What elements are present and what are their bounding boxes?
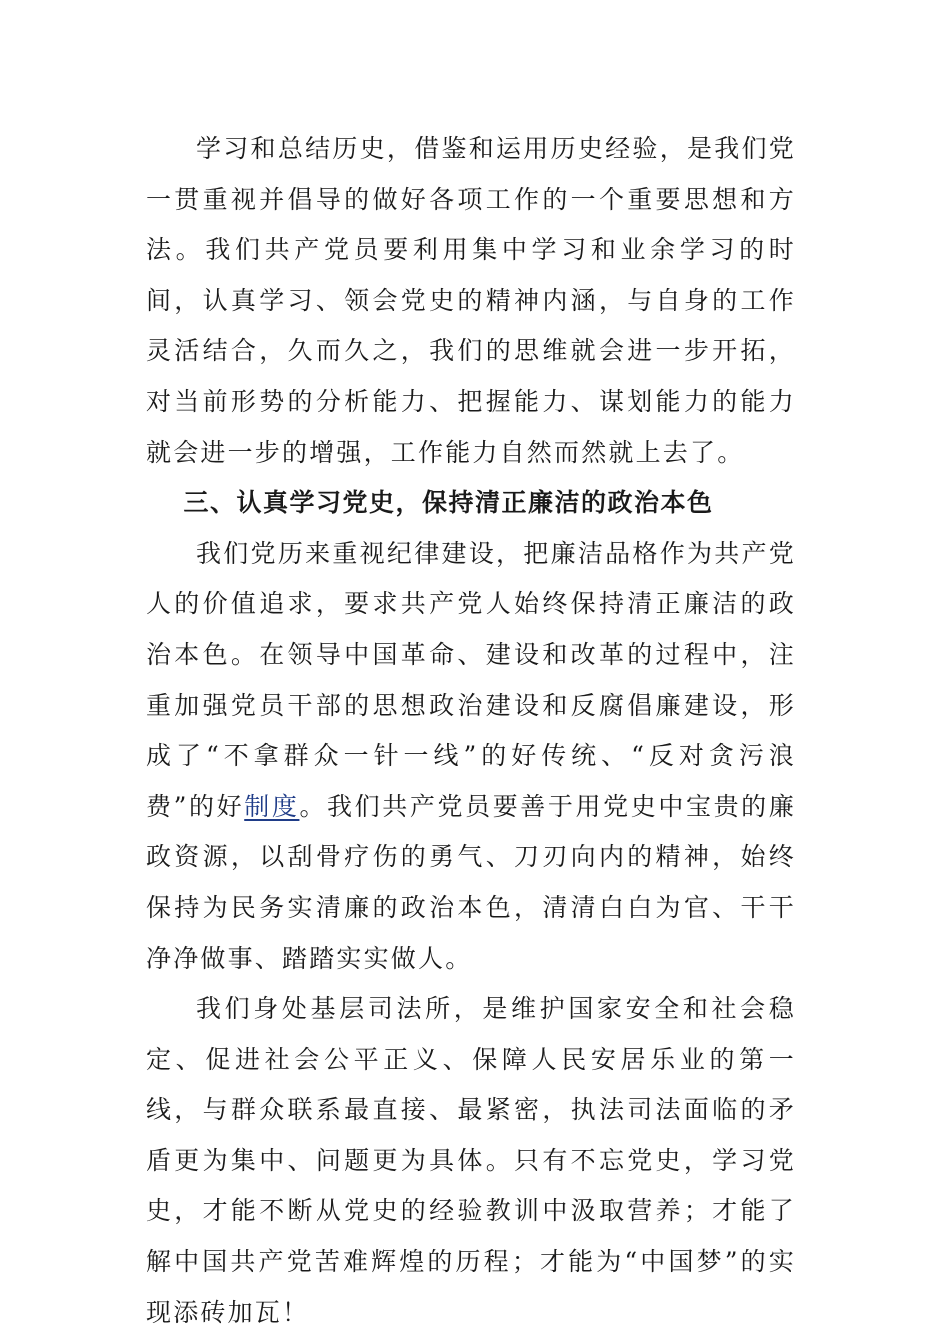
paragraph-text-before-link: 我们党历来重视纪律建设，把廉洁品格作为共产党人的价值追求，要求共产党人始终保持清正廉洁的政治本色。在领导中国革命、建设和改革的过程中，注重加强党员干部的思想政治建设和反腐倡廉建设，形成了“不拿群众一针一线”的好传统、“反对贪污浪费”的好 (146, 538, 796, 821)
document-page (146, 124, 796, 1338)
paragraph-history-study: 学习和总结历史，借鉴和运用历史经验，是我们党一贯重视并倡导的做好各项工作的一个重要思想和方法。我们共产党员要利用集中学习和业余学习的时间，认真学习、领会党史的精神内涵，与自身的工作灵活结合，久而久之，我们的思维就会进一步开拓，对当前形势的分析能力、把握能力、谋划能力的能力就会进一步的增强，工作能力自然而然就上去了。 (146, 134, 796, 467)
section-heading-3: 三、认真学习党史，保持清正廉洁的政治本色 (183, 488, 714, 518)
paragraph-text-after-link: 。我们共产党员要善于用党史中宝贵的廉政资源，以刮骨疗伤的勇气、刀刃向内的精神，始终保持为民务实清廉的政治本色，清清白白为官、干干净净做事、踏踏实实做人。 (146, 791, 796, 973)
paragraph-clean-politics (146, 529, 796, 984)
paragraph-grassroots-justice: 我们身处基层司法所，是维护国家安全和社会稳定、促进社会公平正义、保障人民安居乐业的第一线，与群众联系最直接、最紧密，执法司法面临的矛盾更为集中、问题更为具体。只有不忘党史，学习党史，才能不断从党史的经验教训中汲取营养；才能了解中国共产党苦难辉煌的历程；才能为“中国梦”的实现添砖加瓦！ (146, 994, 796, 1327)
system-link[interactable]: 制度 (244, 791, 300, 821)
